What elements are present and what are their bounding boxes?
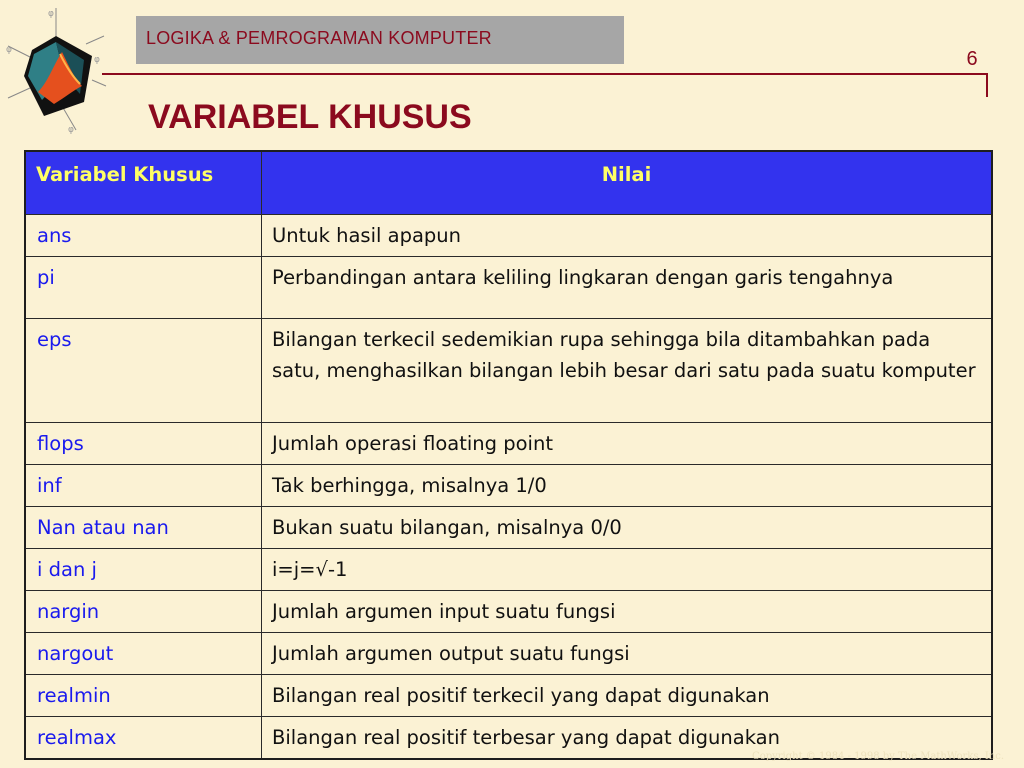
svg-text:φ: φ [6, 45, 12, 55]
svg-text:φ: φ [48, 9, 54, 19]
variable-name: Nan atau nan [25, 507, 262, 549]
svg-text:φ: φ [94, 55, 100, 65]
table-row [25, 423, 992, 465]
variable-name: ans [25, 215, 262, 257]
variable-description: Jumlah argumen output suatu fungsi [262, 633, 993, 675]
header-divider-corner [986, 73, 988, 97]
page-number: 6 [966, 48, 978, 70]
table-row [25, 591, 992, 633]
variable-name: realmin [25, 675, 262, 717]
variable-description: Jumlah operasi floating point [262, 423, 993, 465]
table-row [25, 633, 992, 675]
table-row [25, 675, 992, 717]
variable-description: Tak berhingga, misalnya 1/0 [262, 465, 993, 507]
variable-description: Untuk hasil apapun [262, 215, 993, 257]
copyright-notice: Copyright © 1984 - 1998 by The MathWorks, Inc. [752, 751, 1004, 762]
variable-description: i=j=√-1 [262, 549, 993, 591]
svg-text:φ: φ [68, 125, 74, 135]
variable-description: Bilangan terkecil sedemikian rupa sehingga bila ditambahkan pada satu, menghasilkan bilangan lebih besar dari satu pada suatu komputer [262, 319, 993, 423]
table-row [25, 549, 992, 591]
table-row [25, 215, 992, 257]
variable-description: Bukan suatu bilangan, misalnya 0/0 [262, 507, 993, 549]
matlab-logo-icon [4, 6, 108, 136]
variable-name: i dan j [25, 549, 262, 591]
variable-name: flops [25, 423, 262, 465]
table-row [25, 257, 992, 319]
variable-description: Jumlah argumen input suatu fungsi [262, 591, 993, 633]
column-header-variable: Variabel Khusus [25, 151, 262, 215]
special-variables-table [24, 150, 993, 760]
table-row [25, 507, 992, 549]
variable-name: inf [25, 465, 262, 507]
table-header-row [25, 151, 992, 215]
column-header-value: Nilai [262, 151, 993, 215]
table-row [25, 319, 992, 423]
variable-description: Bilangan real positif terbesar yang dapat digunakan [262, 717, 993, 760]
variable-description: Perbandingan antara keliling lingkaran dengan garis tengahnya [262, 257, 993, 319]
variable-name: nargout [25, 633, 262, 675]
slide-title: VARIABEL KHUSUS [148, 98, 472, 136]
variable-name: realmax [25, 717, 262, 760]
table-row [25, 465, 992, 507]
variable-name: eps [25, 319, 262, 423]
variable-name: nargin [25, 591, 262, 633]
course-title: LOGIKA & PEMROGRAMAN KOMPUTER [146, 28, 492, 48]
variable-description: Bilangan real positif terkecil yang dapat digunakan [262, 675, 993, 717]
header-divider [102, 73, 988, 75]
variable-name: pi [25, 257, 262, 319]
course-title-banner [136, 16, 624, 64]
